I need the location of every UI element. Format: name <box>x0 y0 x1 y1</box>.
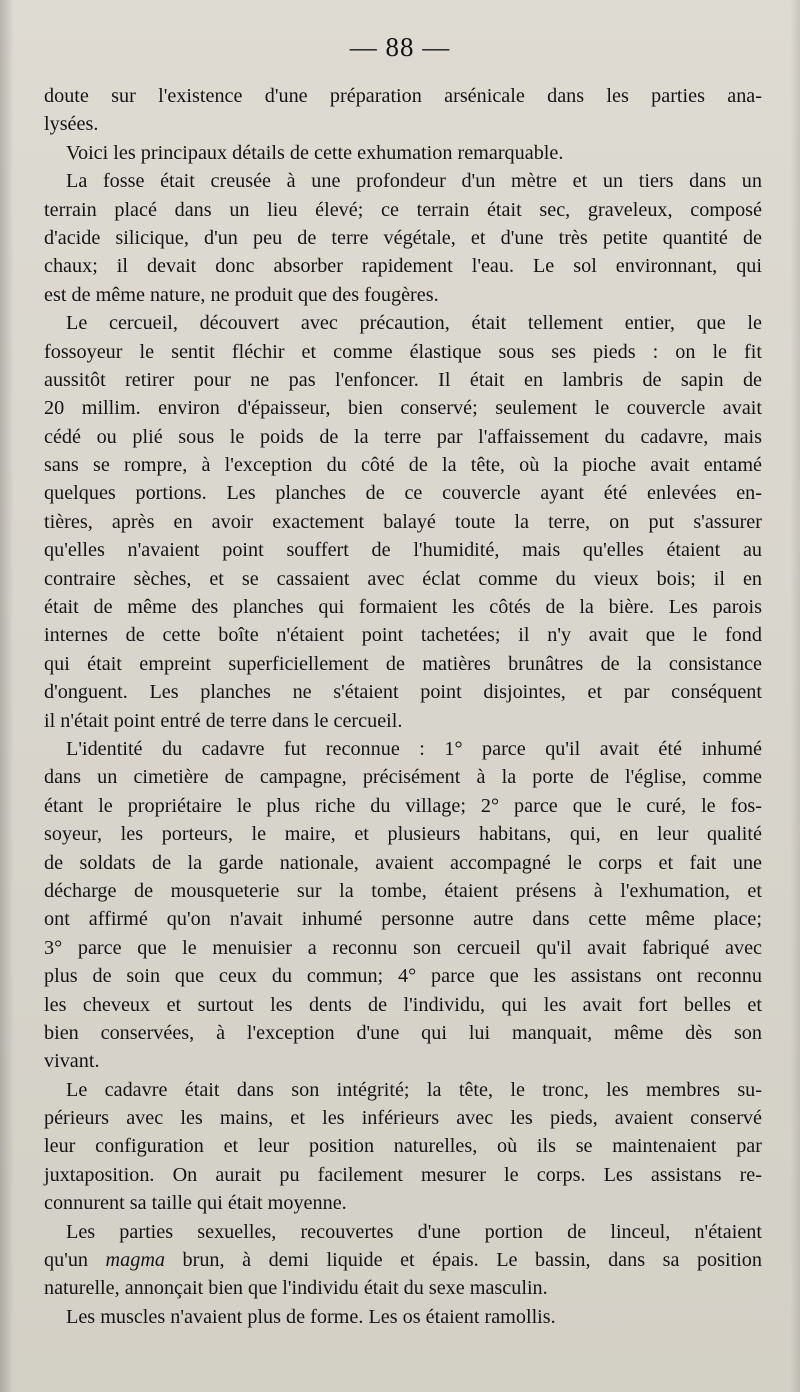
text-line: aussitôt retirer pour ne pas l'enfoncer. Il était en lambris de sapin de <box>44 368 762 391</box>
text-line: de soldats de la garde nationale, avaient accompagné le corps et fait une <box>44 851 762 874</box>
text-line: 3° parce que le menuisier a reconnu son cercueil qu'il avait fabriqué avec <box>44 936 762 959</box>
text-line: juxtaposition. On aurait pu facilement mesurer le corps. Les assistans re- <box>44 1163 762 1186</box>
text-line: qu'un magma brun, à demi liquide et épais. Le bassin, dans sa position <box>44 1249 762 1272</box>
text-line: d'acide silicique, d'un peu de terre végétale, et d'une très petite quantité de <box>44 226 762 249</box>
text-line: Le cercueil, découvert avec précaution, était tellement entier, que le <box>66 312 762 335</box>
text-line: Les muscles n'avaient plus de forme. Les os étaient ramollis. <box>66 1305 556 1328</box>
body-text <box>44 82 762 1331</box>
text-line: terrain placé dans un lieu élevé; ce terrain était sec, graveleux, composé <box>44 198 762 221</box>
text-line: qui était empreint superficiellement de matières brunâtres de la consistance <box>44 652 762 675</box>
text-line: leur configuration et leur position naturelles, où ils se maintenaient par <box>44 1135 762 1158</box>
text-line: était de même des planches qui formaient les côtés de la bière. Les parois <box>44 596 762 619</box>
text-line: est de même nature, ne produit que des fougères. <box>44 283 439 306</box>
text-line: L'identité du cadavre fut reconnue : 1° parce qu'il avait été inhumé <box>66 737 762 760</box>
text-line: sans se rompre, à l'exception du côté de la tête, où la pioche avait entamé <box>44 454 762 477</box>
italic-word: magma <box>105 1249 165 1272</box>
text-line: La fosse était creusée à une profondeur d'un mètre et un tiers dans un <box>66 170 762 193</box>
text-line: qu'elles n'avaient point souffert de l'humidité, mais qu'elles étaient au <box>44 539 762 562</box>
text-line: soyeur, les porteurs, le maire, et plusieurs habitans, qui, en leur qualité <box>44 823 762 846</box>
text-line: contraire sèches, et se cassaient avec éclat comme du vieux bois; il en <box>44 567 762 590</box>
text-line: les cheveux et surtout les dents de l'individu, qui les avait fort belles et <box>44 993 762 1016</box>
text-line: doute sur l'existence d'une préparation arsénicale dans les parties ana- <box>44 85 762 107</box>
text-line: ont affirmé qu'on n'avait inhumé personne autre dans cette même place; <box>44 908 762 931</box>
text-line: dans un cimetière de campagne, précisément à la porte de l'église, comme <box>44 766 762 789</box>
text-line: étant le propriétaire le plus riche du village; 2° parce que le curé, le fos- <box>44 794 762 817</box>
text-line: quelques portions. Les planches de ce couvercle ayant été enlevées en- <box>44 482 762 505</box>
text-line: Le cadavre était dans son intégrité; la tête, le tronc, les membres su- <box>66 1078 762 1101</box>
text-line: décharge de mousqueterie sur la tombe, étaient présens à l'exhumation, et <box>44 879 762 902</box>
text-line: d'onguent. Les planches ne s'étaient point disjointes, et par conséquent <box>44 681 762 704</box>
text-line: 20 millim. environ d'épaisseur, bien conservé; seulement le couvercle avait <box>44 397 762 420</box>
page-number: — 88 — <box>349 32 451 62</box>
text-line: cédé ou plié sous le poids de la terre par l'affaissement du cadavre, mais <box>44 425 762 448</box>
text-line: internes de cette boîte n'étaient point tachetées; il n'y avait que le fond <box>44 624 762 647</box>
text-line: bien conservées, à l'exception d'une qui lui manquait, même dès son <box>44 1021 762 1044</box>
text-line: Voici les principaux détails de cette exhumation remarquable. <box>66 141 564 164</box>
text-line: plus de soin que ceux du commun; 4° parce que les assistans ont reconnu <box>44 965 762 988</box>
text-line: tières, après en avoir exactement balayé toute la terre, on put s'assurer <box>44 510 762 533</box>
text-line: chaux; il devait donc absorber rapidement l'eau. Le sol environnant, qui <box>44 255 762 278</box>
text-line: lysées. <box>44 113 99 136</box>
text-line: il n'était point entré de terre dans le cercueil. <box>44 709 403 732</box>
text-line: Les parties sexuelles, recouvertes d'une portion de linceul, n'étaient <box>66 1220 762 1243</box>
text-line: fossoyeur le sentit fléchir et comme élastique sous ses pieds : on le fit <box>44 340 762 363</box>
text-line: naturelle, annonçait bien que l'individu était du sexe masculin. <box>44 1277 548 1300</box>
text-line: périeurs avec les mains, et les inférieurs avec les pieds, avaient conservé <box>44 1107 762 1130</box>
text-line: vivant. <box>44 1050 100 1073</box>
text-line: connurent sa taille qui était moyenne. <box>44 1192 347 1215</box>
